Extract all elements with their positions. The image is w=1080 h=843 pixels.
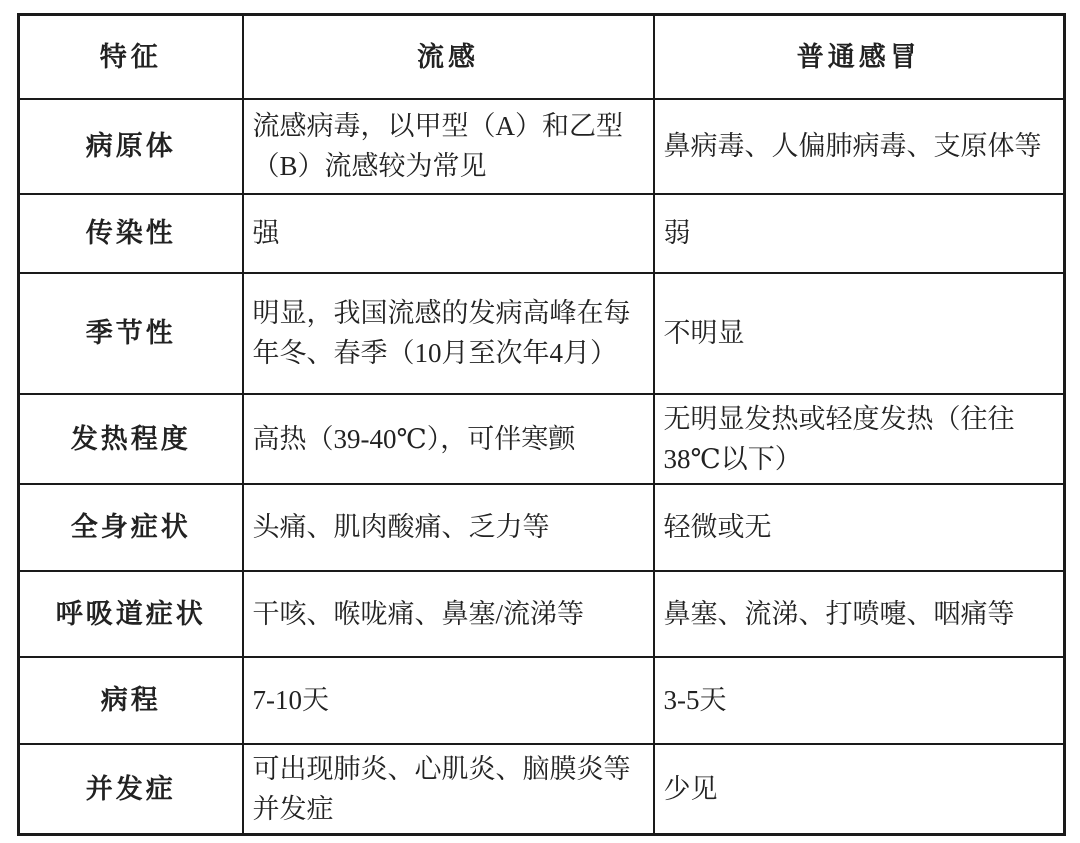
header-cell-feature: 特征 xyxy=(19,15,243,99)
flu-cell: 流感病毒，以甲型（A）和乙型（B）流感较为常见 xyxy=(243,99,654,194)
flu-cell: 7-10天 xyxy=(243,657,654,744)
row-label: 病原体 xyxy=(19,99,243,194)
header-cell-flu: 流感 xyxy=(243,15,654,99)
row-label: 呼吸道症状 xyxy=(19,571,243,657)
row-label: 病程 xyxy=(19,657,243,744)
cold-cell: 少见 xyxy=(654,744,1065,835)
row-label: 发热程度 xyxy=(19,394,243,484)
cold-cell: 不明显 xyxy=(654,273,1065,394)
flu-vs-cold-comparison-table xyxy=(17,13,1066,836)
table-row-pathogen xyxy=(19,99,1065,194)
table-row-seasonality xyxy=(19,273,1065,394)
table-row-contagiousness xyxy=(19,194,1065,273)
row-label: 并发症 xyxy=(19,744,243,835)
cold-cell: 3-5天 xyxy=(654,657,1065,744)
flu-cell: 头痛、肌肉酸痛、乏力等 xyxy=(243,484,654,571)
row-label: 传染性 xyxy=(19,194,243,273)
flu-cell: 高热（39-40℃），可伴寒颤 xyxy=(243,394,654,484)
cold-cell: 弱 xyxy=(654,194,1065,273)
cold-cell: 鼻病毒、人偏肺病毒、支原体等 xyxy=(654,99,1065,194)
table-row-fever-degree xyxy=(19,394,1065,484)
table-row-disease-course xyxy=(19,657,1065,744)
cold-cell: 轻微或无 xyxy=(654,484,1065,571)
table-row-respiratory-symptoms xyxy=(19,571,1065,657)
flu-cell: 干咳、喉咙痛、鼻塞/流涕等 xyxy=(243,571,654,657)
flu-cell: 明显，我国流感的发病高峰在每年冬、春季（10月至次年4月） xyxy=(243,273,654,394)
table-row-systemic-symptoms xyxy=(19,484,1065,571)
flu-cell: 强 xyxy=(243,194,654,273)
cold-cell: 无明显发热或轻度发热（往往38℃以下） xyxy=(654,394,1065,484)
header-row xyxy=(19,15,1065,99)
table-row-complications xyxy=(19,744,1065,835)
row-label: 季节性 xyxy=(19,273,243,394)
flu-cell: 可出现肺炎、心肌炎、脑膜炎等并发症 xyxy=(243,744,654,835)
cold-cell: 鼻塞、流涕、打喷嚏、咽痛等 xyxy=(654,571,1065,657)
header-cell-cold: 普通感冒 xyxy=(654,15,1065,99)
row-label: 全身症状 xyxy=(19,484,243,571)
